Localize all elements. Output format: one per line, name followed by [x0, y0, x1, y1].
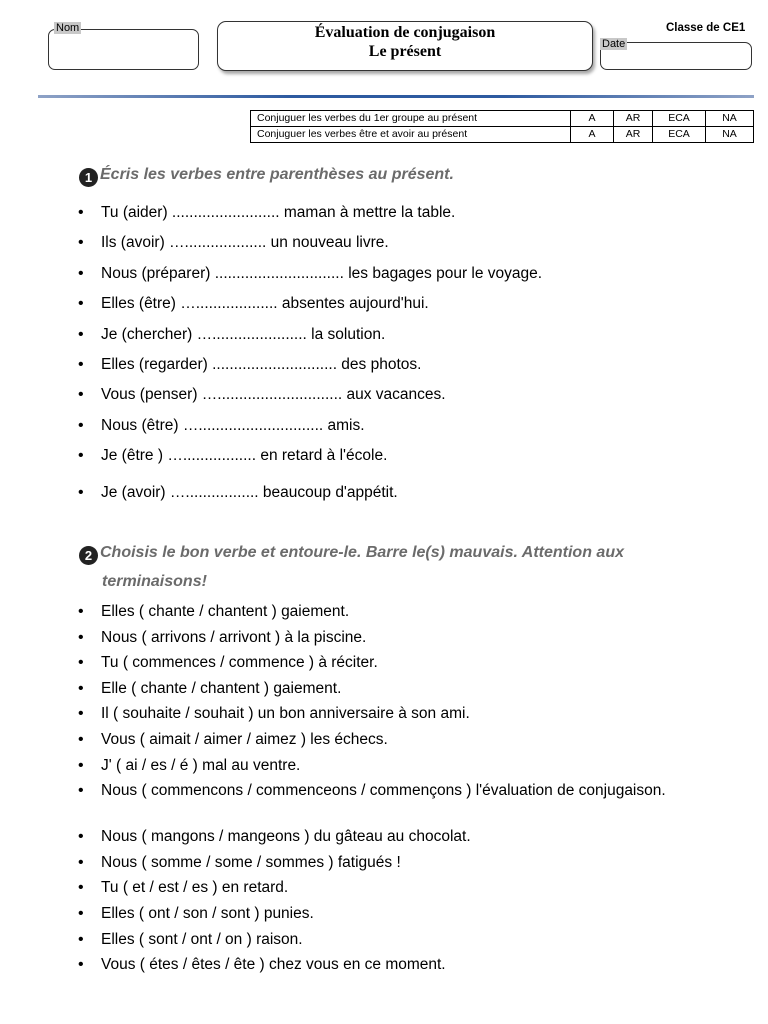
- bullet-icon: •: [78, 447, 84, 465]
- item-text: Vous (penser) …............................. aux vacances.: [101, 386, 446, 404]
- item-text: Elle ( chante / chantent ) gaiement.: [101, 679, 342, 697]
- item-text: Ils (avoir) …................... un nouveau livre.: [101, 234, 389, 252]
- list-item: [78, 704, 681, 730]
- list-item: [78, 730, 681, 756]
- list-item: [78, 853, 681, 879]
- list-item: [78, 930, 681, 956]
- class-label: Classe de CE1: [666, 22, 746, 34]
- criteria-level-eca: ECA: [653, 111, 706, 127]
- criteria-table: [250, 110, 754, 143]
- bullet-icon: •: [78, 628, 84, 646]
- page-title: Évaluation de conjugaison: [314, 24, 496, 41]
- bullet-icon: •: [78, 295, 84, 313]
- nom-field[interactable]: [48, 29, 199, 70]
- criteria-label: Conjuguer les verbes du 1er groupe au présent: [251, 111, 571, 127]
- bullet-icon: •: [78, 386, 84, 404]
- criteria-level-ar: AR: [614, 127, 653, 143]
- item-text: Nous ( somme / some / sommes ) fatigués !: [101, 853, 401, 871]
- bullet-icon: •: [78, 355, 84, 373]
- bullet-icon: •: [78, 234, 84, 252]
- bullet-icon: •: [78, 204, 84, 221]
- exercise2-list: [78, 602, 681, 981]
- header-divider: [38, 95, 754, 98]
- bullet-icon: •: [78, 756, 84, 774]
- exercise2-instruction-cont: terminaisons!: [102, 573, 207, 590]
- bullet-icon: •: [78, 930, 84, 948]
- item-text: Elles ( sont / ont / on ) raison.: [101, 930, 303, 948]
- list-item: [78, 325, 542, 355]
- item-text: Tu ( commences / commence ) à réciter.: [101, 654, 378, 672]
- exercise1-instruction: Écris les verbes entre parenthèses au présent.: [100, 166, 454, 183]
- list-item: [78, 446, 542, 476]
- list-item: [78, 781, 681, 827]
- list-item: [78, 355, 542, 385]
- bullet-icon: •: [78, 654, 84, 672]
- list-item: [78, 878, 681, 904]
- item-text: Il ( souhaite / souhait ) un bon anniversaire à son ami.: [101, 705, 470, 723]
- bullet-icon: •: [78, 828, 84, 846]
- item-text: Je (être ) …................. en retard à l'école.: [101, 447, 388, 465]
- item-text: Nous ( commencons / commenceons / commençons ) l'évaluation de conjugaison.: [101, 782, 666, 800]
- criteria-level-a: A: [571, 127, 614, 143]
- list-item: [78, 416, 542, 446]
- item-text: Vous ( étes / êtes / ête ) chez vous en ce moment.: [101, 956, 446, 974]
- item-text: Elles (être) …................... absentes aujourd'hui.: [101, 295, 429, 313]
- criteria-row: [251, 111, 754, 127]
- bullet-icon: •: [78, 264, 84, 282]
- criteria-level-na: NA: [706, 127, 754, 143]
- bullet-icon: •: [78, 879, 84, 897]
- item-text: Je (chercher) …...................... la solution.: [101, 325, 386, 343]
- criteria-label: Conjuguer les verbes être et avoir au présent: [251, 127, 571, 143]
- bullet-icon: •: [78, 730, 84, 748]
- bullet-icon: •: [78, 705, 84, 723]
- list-item: [78, 233, 542, 263]
- bullet-icon: •: [78, 853, 84, 871]
- exercise1-heading: [79, 166, 454, 187]
- list-item: [78, 294, 542, 324]
- bullet-icon: •: [78, 325, 84, 343]
- exercise2-number-badge: 2: [79, 546, 98, 565]
- date-label: Date: [602, 38, 626, 50]
- list-item: [78, 483, 542, 513]
- item-text: Elles ( ont / son / sont ) punies.: [101, 904, 314, 922]
- bullet-icon: •: [78, 603, 84, 620]
- list-item: [78, 955, 681, 981]
- bullet-icon: •: [78, 416, 84, 434]
- list-item: [78, 653, 681, 679]
- list-item: [78, 756, 681, 782]
- nom-label: Nom: [56, 22, 80, 34]
- item-text: Nous ( arrivons / arrivont ) à la piscine.: [101, 628, 367, 646]
- bullet-icon: •: [78, 483, 84, 501]
- item-text: Tu (aider) ......................... maman à mettre la table.: [101, 204, 456, 221]
- bullet-icon: •: [78, 956, 84, 974]
- item-text: Vous ( aimait / aimer / aimez ) les échecs.: [101, 730, 388, 748]
- criteria-level-na: NA: [706, 111, 754, 127]
- item-text: Tu ( et / est / es ) en retard.: [101, 879, 289, 897]
- bullet-icon: •: [78, 782, 84, 800]
- bullet-icon: •: [78, 904, 84, 922]
- exercise1-list: [78, 203, 542, 513]
- list-item: [78, 628, 681, 654]
- item-text: Elles (regarder) ............................. des photos.: [101, 355, 422, 373]
- exercise2-heading: [79, 538, 719, 596]
- criteria-row: [251, 127, 754, 143]
- list-item: [78, 385, 542, 415]
- criteria-level-a: A: [571, 111, 614, 127]
- item-text: Nous (être) …............................. amis.: [101, 416, 365, 434]
- bullet-icon: •: [78, 679, 84, 697]
- item-text: Nous (préparer) .............................. les bagages pour le voyage.: [101, 264, 543, 282]
- list-item: [78, 679, 681, 705]
- criteria-level-ar: AR: [614, 111, 653, 127]
- item-text: J' ( ai / es / é ) mal au ventre.: [101, 756, 301, 774]
- item-text: Elles ( chante / chantent ) gaiement.: [101, 603, 350, 620]
- list-item: [78, 904, 681, 930]
- list-item: [78, 827, 681, 853]
- list-item: [78, 602, 681, 628]
- exercise2-instruction: Choisis le bon verbe et entoure-le. Barre le(s) mauvais. Attention aux: [100, 544, 624, 561]
- item-text: Nous ( mangons / mangeons ) du gâteau au chocolat.: [101, 828, 471, 846]
- item-text: Je (avoir) …................. beaucoup d'appétit.: [101, 483, 398, 501]
- title-box: [217, 21, 593, 71]
- page-subtitle: Le présent: [368, 43, 442, 60]
- criteria-level-eca: ECA: [653, 127, 706, 143]
- list-item: [78, 264, 542, 294]
- exercise1-number-badge: 1: [79, 168, 98, 187]
- list-item: [78, 203, 542, 233]
